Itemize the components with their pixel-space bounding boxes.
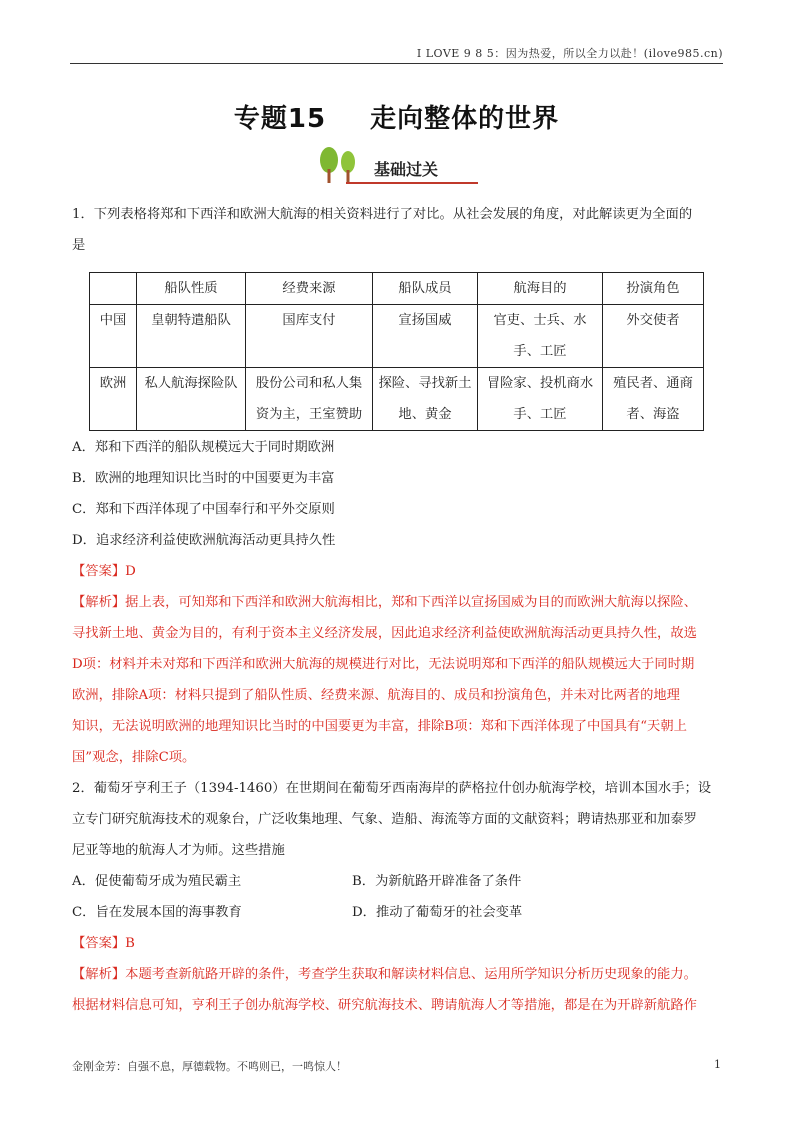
table-cell: 官吏、士兵、水手、工匠 (478, 305, 603, 368)
footer-motto: 金刚金芳：自强不息，厚德载物。不鸣则已，一鸣惊人！ (72, 1060, 347, 1073)
table-cell: 探险、寻找新土地、黄金 (373, 368, 478, 431)
page-header (70, 43, 723, 64)
q1-stem-line: 1．下列表格将郑和下西洋和欧洲大航海的相关资料进行了对比。从社会发展的角度，对此解读更为全面的 (72, 207, 693, 222)
table-header-cell (90, 273, 137, 305)
title-part2: 走向整体的世界 (370, 104, 560, 134)
page-title (0, 98, 793, 135)
q2-option-b: B．为新航路开辟准备了条件 (352, 874, 522, 889)
table-cell: 股份公司和私人集资为主，王室赞助 (246, 368, 373, 431)
q1-option-a: A．郑和下西洋的船队规模远大于同时期欧洲 (72, 440, 335, 455)
q1-option-c: C．郑和下西洋体现了中国奉行和平外交原则 (72, 502, 335, 517)
table-cell: 中国 (90, 305, 137, 368)
q2-analysis-line: 根据材料信息可知，亨利王子创办航海学校、研究航海技术、聘请航海人才等措施，都是在为开辟新航路作 (72, 998, 697, 1013)
table-cell: 皇朝特遣船队 (137, 305, 246, 368)
q2-answer: 【答案】B (72, 936, 135, 951)
q1-analysis-line: 寻找新土地、黄金为目的，有利于资本主义经济发展，因此追求经济利益使欧洲航海活动更具持久性，故选 (72, 626, 697, 641)
table-header-cell: 扮演角色 (603, 273, 704, 305)
q2-options-row (72, 897, 724, 928)
q1-analysis-line: 知识，无法说明欧洲的地理知识比当时的中国要更为丰富，排除B项：郑和下西洋体现了中国具有“天朝上 (72, 719, 687, 734)
table-header-row (90, 273, 704, 305)
q2-stem-line: 尼亚等地的航海人才为师。这些措施 (72, 843, 285, 858)
q2-stem-line: 立专门研究航海技术的观象台，广泛收集地理、气象、造船、海流等方面的文献资料；聘请热那亚和加泰罗 (72, 812, 697, 827)
header-text: I LOVE 9 8 5：因为热爱，所以全力以赴！(ilove985.cn) (416, 47, 723, 60)
title-part1: 专题15 (233, 104, 327, 134)
q1-option-b: B．欧洲的地理知识比当时的中国要更为丰富 (72, 471, 335, 486)
q2-option-d: D．推动了葡萄牙的社会变革 (352, 905, 523, 920)
table-cell: 殖民者、通商者、海盗 (603, 368, 704, 431)
q1-analysis-line: D项：材料并未对郑和下西洋和欧洲大航海的规模进行对比，无法说明郑和下西洋的船队规模远大于同时期 (72, 657, 695, 672)
table-header-cell: 船队成员 (373, 273, 478, 305)
q1-analysis-line: 国”观念，排除C项。 (72, 750, 196, 765)
q2-stem-line: 2．葡萄牙亨利王子（1394-1460）在世期间在葡萄牙西南海岸的萨格拉什创办航海学校，培训本国水手；设 (72, 781, 712, 796)
table-header-cell: 航海目的 (478, 273, 603, 305)
q1-analysis-line: 【解析】据上表，可知郑和下西洋和欧洲大航海相比，郑和下西洋以宣扬国威为目的而欧洲大航海以探险、 (72, 595, 697, 610)
table-cell: 外交使者 (603, 305, 704, 368)
q1-stem-line: 是 (72, 238, 86, 253)
comparison-table (89, 272, 704, 431)
table-row (90, 368, 704, 431)
table-cell: 私人航海探险队 (137, 368, 246, 431)
tree-icon (316, 145, 368, 185)
section-badge (316, 145, 478, 185)
table-header-cell: 船队性质 (137, 273, 246, 305)
q1-answer: 【答案】D (72, 564, 136, 579)
table-header-cell: 经费来源 (246, 273, 373, 305)
table-cell: 冒险家、投机商水手、工匠 (478, 368, 603, 431)
page-footer (72, 1058, 721, 1074)
q1-option-d: D．追求经济利益使欧洲航海活动更具持久性 (72, 533, 336, 548)
section-underline (346, 182, 478, 184)
q1-stem (72, 199, 724, 261)
section-label: 基础过关 (374, 160, 439, 179)
page-number: 1 (714, 1058, 721, 1071)
table-cell: 国库支付 (246, 305, 373, 368)
q2-option-c: C．旨在发展本国的海事教育 (72, 905, 242, 920)
table-row (90, 305, 704, 368)
q1-options (72, 432, 724, 1021)
q2-option-a: A．促使葡萄牙成为殖民霸主 (72, 874, 242, 889)
q1-analysis-line: 欧洲，排除A项：材料只提到了船队性质、经费来源、航海目的、成员和扮演角色，并未对比两者的地理 (72, 688, 680, 703)
q2-options-row (72, 866, 724, 897)
q2-analysis-line: 【解析】本题考查新航路开辟的条件，考查学生获取和解读材料信息、运用所学知识分析历史现象的能力。 (72, 967, 697, 982)
table-cell: 宣扬国威 (373, 305, 478, 368)
table-cell: 欧洲 (90, 368, 137, 431)
